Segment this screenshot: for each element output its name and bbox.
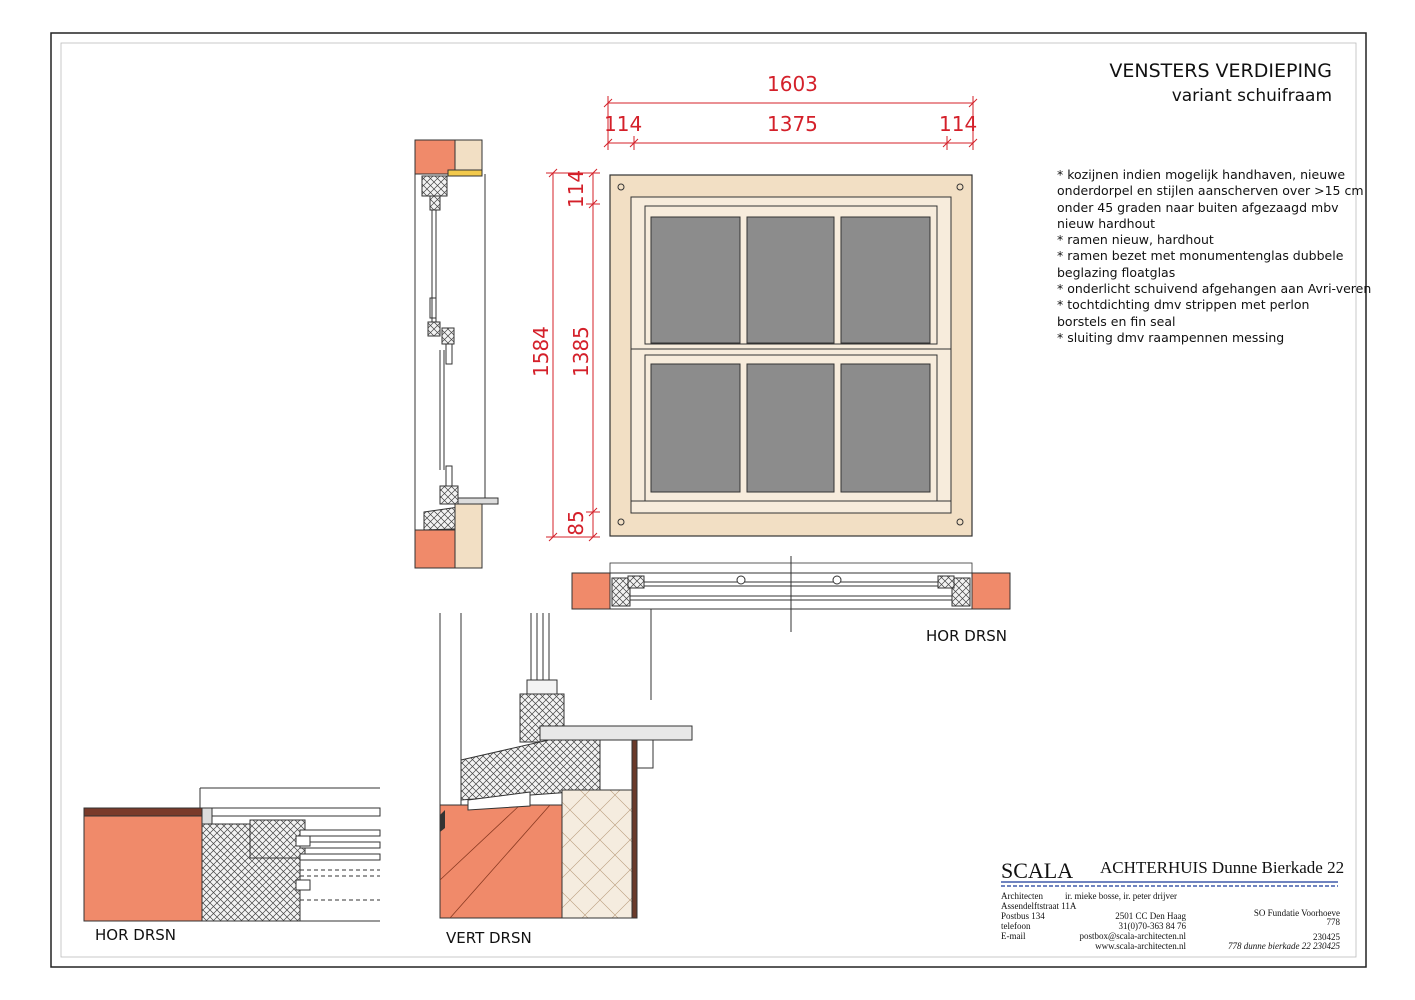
dim-overall-width: 1603 (767, 72, 818, 96)
drawing-date: 230425 (1313, 932, 1340, 942)
note-line: * kozijnen indien mogelijk handhaven, nieuwe (1057, 167, 1346, 182)
firm-name: SCALA (1001, 858, 1074, 883)
dim-opening-height: 1385 (569, 326, 593, 377)
firm-phone-label: telefoon (1001, 921, 1031, 931)
firm-website[interactable]: www.scala-architecten.nl (1095, 941, 1186, 951)
caption-hor-section-detail: HOR DRSN (95, 926, 176, 944)
dim-frame-bottom: 85 (564, 510, 588, 536)
vertical-section-large (440, 613, 692, 918)
client-name: SO Fundatie Voorhoeve (1253, 908, 1340, 918)
dim-frame-top: 114 (564, 169, 588, 209)
drawing-title: VENSTERS VERDIEPING (1109, 60, 1332, 82)
window-elevation (610, 175, 972, 536)
note-line: onder 45 graden naar buiten afgezaagd mbv (1057, 199, 1339, 215)
note-line: * tochtdichting dmv strippen met perlon (1057, 297, 1310, 313)
note-line: * onderlicht schuivend afgehangen aan Avri-veren (1057, 281, 1372, 297)
note-line: * ramen bezet met monumentenglas dubbele (1057, 248, 1344, 264)
caption-hor-section-top: HOR DRSN (926, 627, 1007, 645)
horizontal-section-large (84, 788, 380, 921)
firm-address: Assendelftstraat 11A (1001, 901, 1077, 911)
project-name: ACHTERHUIS Dunne Bierkade 22 (1100, 858, 1345, 877)
drawing-subtitle: variant schuifraam (1171, 86, 1332, 106)
firm-city: 2501 CC Den Haag (1115, 911, 1186, 921)
caption-vert-section-detail: VERT DRSN (446, 929, 532, 947)
dim-opening-width: 1375 (767, 112, 818, 136)
firm-phone: 31(0)70-363 84 76 (1118, 921, 1186, 931)
dim-frame-right: 114 (939, 112, 978, 136)
note-line: * sluiting dmv raampennen messing (1057, 329, 1285, 345)
dim-overall-height: 1584 (529, 326, 553, 377)
vertical-section-small (415, 140, 498, 568)
notes-block (1057, 167, 1372, 346)
architects-names: ir. mieke bosse, ir. peter drijver (1065, 891, 1177, 901)
project-number: 778 (1326, 917, 1340, 927)
firm-postbus: Postbus 134 (1001, 911, 1045, 921)
firm-email-label: E-mail (1001, 931, 1026, 941)
firm-type: Architecten (1001, 891, 1043, 901)
note-line: beglazing floatglas (1057, 264, 1176, 280)
drawing-file: 778 dunne bierkade 22 230425 (1228, 941, 1340, 951)
note-line: * ramen nieuw, hardhout (1057, 232, 1214, 248)
dim-frame-left: 114 (604, 112, 643, 136)
note-line: nieuw hardhout (1057, 215, 1156, 231)
firm-email[interactable]: postbox@scala-architecten.nl (1079, 931, 1186, 941)
note-line: borstels en fin seal (1057, 313, 1176, 329)
note-line: onderdorpel en stijlen aanscherven over >15 cm (1057, 183, 1364, 199)
